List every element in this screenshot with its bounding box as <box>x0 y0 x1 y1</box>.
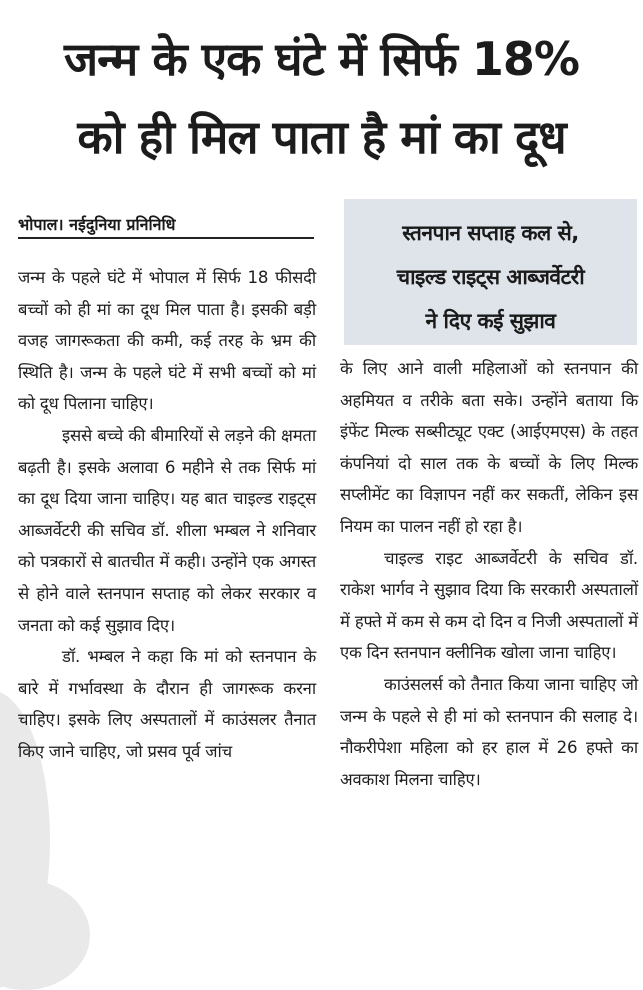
headline <box>0 20 643 176</box>
paragraph: चाइल्ड राइट आब्जर्वेटरी के सचिव डॉ. राकेश भार्गव ने सुझाव दिया कि सरकारी अस्पतालों में हफ्ते में कम से कम दो दिन व निजी अस्पतालों में एक दिन स्तनपान क्लीनिक खोला जाना चाहिए। <box>340 548 638 663</box>
paragraph: जन्म के पहले घंटे में भोपाल में सिर्फ 18 फीसदी बच्चों को ही मां का दूध मिल पाता है। इसकी बड़ी वजह जागरूकता की कमी, कई तरह के भ्रम की स्थिति है। जन्म के पहले घंटे में सभी बच्चों को मां को दूध पिलाना चाहिए। <box>18 268 316 414</box>
article-column-right <box>340 353 638 795</box>
subheading-line-1: स्तनपान सप्ताह कल से, <box>402 221 579 245</box>
headline-line-2: को ही मिल पाता है मां का दूध <box>77 110 566 164</box>
paragraph: डॉ. भम्बल ने कहा कि मां को स्तनपान के बारे में गर्भावस्था के दौरान ही जागरूक करना चाहिए। इसके लिए अस्पतालों में काउंसलर तैनात किए जाने चाहिए, जो प्रसव पूर्व जांच <box>18 647 316 761</box>
subheading-box <box>344 199 637 345</box>
paragraph: इससे बच्चे की बीमारियों से लड़ने की क्षमता बढ़ती है। इसके अलावा 6 महीने से तक सिर्फ मां का दूध दिया जाना चाहिए। यह बात चाइल्ड राइट्स आब्जर्वेटरी की सचिव डॉ. शीला भम्बल ने शनिवार को पत्रकारों से बातचीत में कही। उन्होंने एक अगस्त से होने वाले स्तनपान सप्ताह को लेकर सरकार व जनता को कई सुझाव दिए। <box>18 425 316 635</box>
paragraph: काउंसलर्स को तैनात किया जाना चाहिए जो जन्म के पहले से ही मां को स्तनपान की सलाह दे। नौकरीपेशा महिला को हर हाल में 26 हफ्ते का अवकाश मिलना चाहिए। <box>340 674 638 789</box>
subheading-line-2: चाइल्ड राइट्स आब्जर्वेटरी <box>396 265 585 289</box>
byline: भोपाल। नईदुनिया प्रनिनिधि <box>18 213 314 239</box>
subheading-line-3: ने दिए कई सुझाव <box>425 309 556 333</box>
paragraph: के लिए आने वाली महिलाओं को स्तनपान की अहमियत व तरीके बता सके। उन्होंने बताया कि इंफेंट मिल्क सब्सीट्यूट एक्ट (आईएमएस) के तहत कंपनियां दो साल तक के बच्चों के लिए मिल्क सप्लीमेंट का विज्ञापन नहीं कर सकतीं, लेकिन इस नियम का पालन नहीं हो रहा है। <box>340 359 638 536</box>
background-shape <box>0 880 90 990</box>
article-column-left <box>18 262 316 768</box>
headline-line-1: जन्म के एक घंटे में सिर्फ 18% <box>64 32 579 86</box>
